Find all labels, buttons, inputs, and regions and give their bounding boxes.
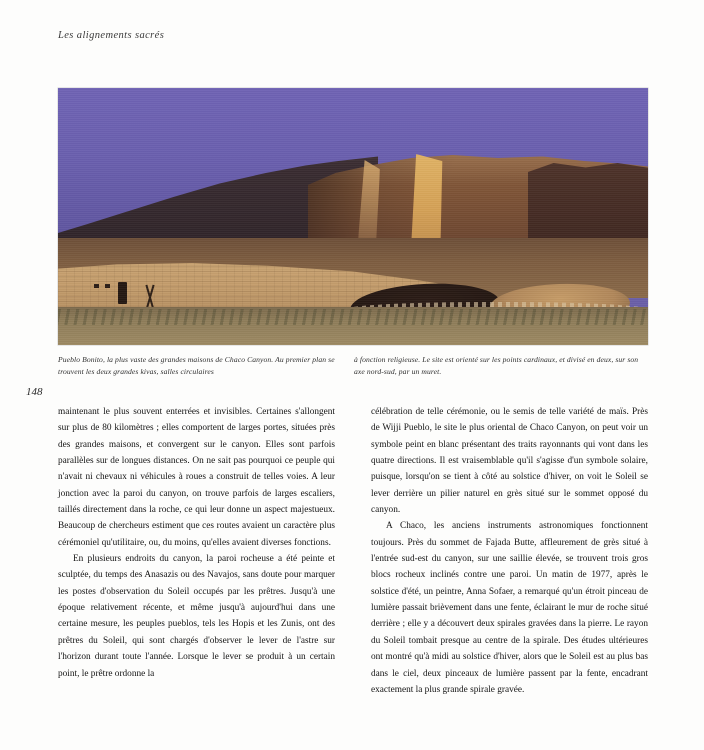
ruin-window-right: [105, 284, 110, 288]
body-columns: [58, 404, 648, 698]
ruin-window-left: [94, 284, 99, 288]
body-column-left: [58, 404, 335, 698]
body-column-right: [371, 404, 648, 698]
caption-left-text: Pueblo Bonito, la plus vaste des grandes maisons de Chaco Canyon. Au premier plan se trouvent les deux grandes kivas, salles circulaires: [58, 355, 335, 376]
ruin-doorway: [118, 282, 127, 304]
photograph: [58, 88, 648, 345]
foreground-scrub: [58, 309, 648, 325]
paragraph: maintenant le plus souvent enterrées et invisibles. Certaines s'allongent sur plus de 80 kilomètres ; elles comportent de larges portes, situées près des grandes maisons, et convergent sur le canyon. Elles sont parfois parallèles sur de longues distances. On ne sait pas pourquoi ce peuple qui n'avait ni chevaux ni véhicules à roues a construit de telles voies. A leur jonction avec la paroi du canyon, on trouve parfois de larges escaliers, taillés directement dans la roche, ce qui leur donne un aspect majestueux. Beaucoup de chercheurs estiment que ces routes avaient un caractère plus cérémoniel qu'utilitaire, ou, du moins, qu'elles avaient diverses fonctions.: [58, 407, 335, 548]
paragraph: célébration de telle cérémonie, ou le semis de telle variété de maïs. Près de Wijji Pueblo, le site le plus oriental de Chaco Canyon, on peut voir un symbole peint en blanc présentant des traits rayonnants qui vont dans les quatre directions. Il est vraisemblable qu'il s'agisse d'un symbole solaire, puisque, lorsqu'on se tient à côté au solstice d'hiver, on voit le Soleil se lever derrière un pilier naturel en grès situé sur le sommet opposé du canyon.: [371, 407, 648, 516]
paragraph: A Chaco, les anciens instruments astronomiques fonctionnent toujours. Près du sommet de Fajada Butte, affleurement de grès situé à l'entrée sud-est du canyon, sur une saillie élevée, se trouvent trois gros blocs rocheux inclinés contre une paroi. Un matin de 1977, après le solstice d'été, un peintre, Anna Sofaer, a remarqué qu'un étroit pinceau de lumière passait brièvement dans une fente, éclairant le mur de roche situé derrière ; elle y a découvert deux spirales gravées dans la pierre. Le rayon du Soleil tombait presque au centre de la spirale. Des études ultérieures ont montré qu'à midi au solstice d'hiver, alors que le Soleil est au plus bas dans le ciel, deux pinceaux de lumière passent par la fente, encadrant exactement la plus grande spirale gravée.: [371, 521, 648, 695]
paragraph: En plusieurs endroits du canyon, la paroi rocheuse a été peinte et sculptée, du temps des Anasazis ou des Navajos, sans doute pour marquer les postes d'observation du Soleil occupés par les prêtres. Jusqu'à une époque relativement récente, et même jusqu'à aujourd'hui dans une certaine mesure, les peuples pueblos, tels les Hopis et les Zunis, ont des prêtres du Soleil, qui sont chargés d'observer le lever de l'astre sur l'horizon durant toute l'année. Lorsque le lever se produit à un certain point, le prêtre ordonne la: [58, 554, 335, 679]
caption-right-text: à fonction religieuse. Le site est orienté sur les points cardinaux, et divisé en deux, sur son axe nord-sud, par un muret.: [354, 355, 639, 376]
caption-right: [354, 354, 648, 377]
running-head: Les alignements sacrés: [58, 30, 165, 41]
ladder: [136, 284, 162, 308]
caption-left: [58, 354, 348, 377]
page-number: 148: [26, 386, 43, 398]
photograph-content: [58, 88, 648, 345]
